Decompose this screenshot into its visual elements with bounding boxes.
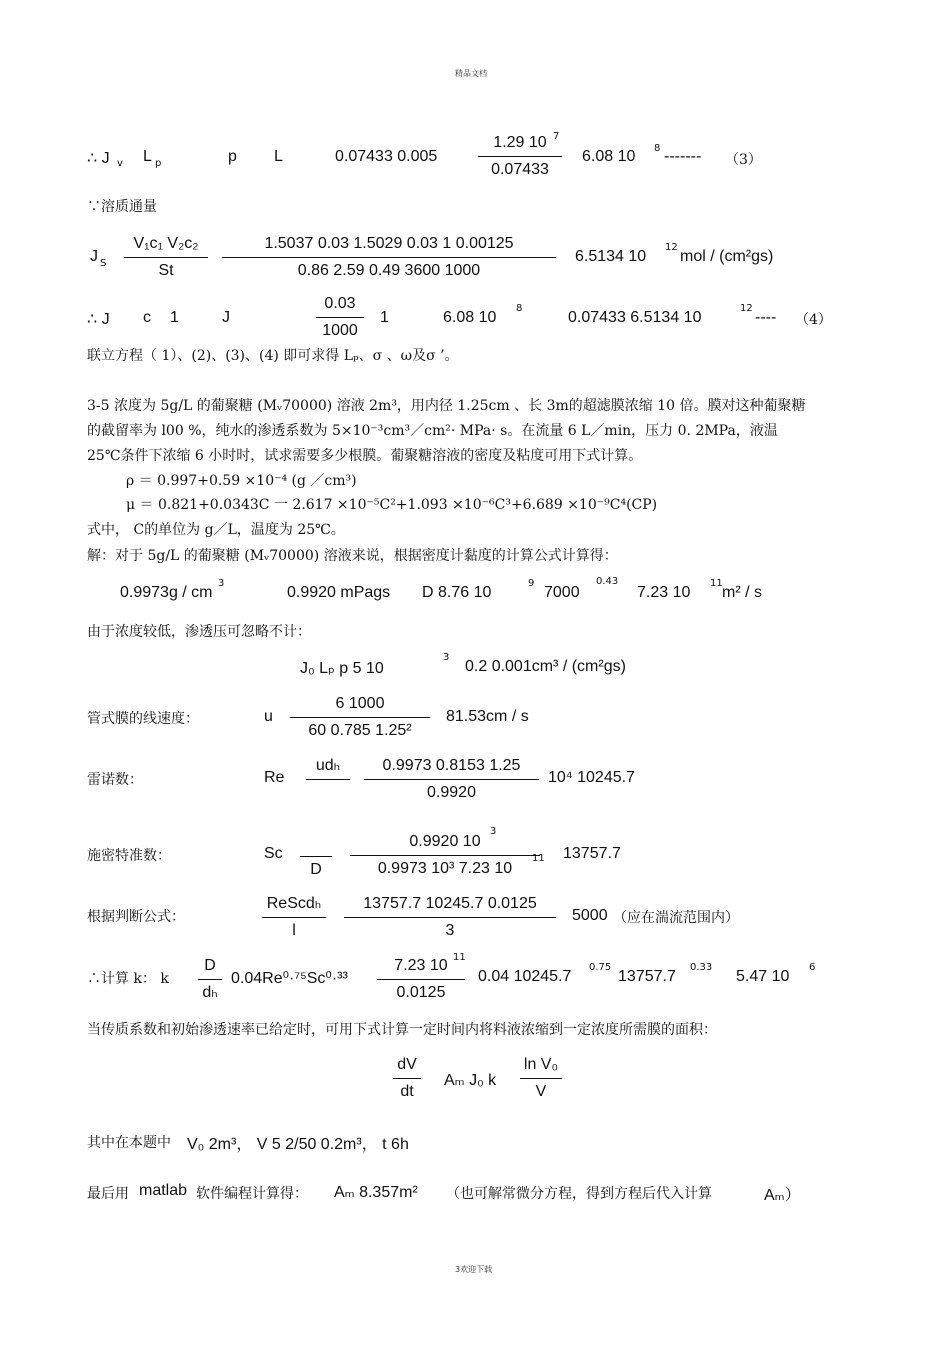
solution-intro: 解：对于 5g/L 的葡聚糖 (Mᵥ70000) 溶液来说，根据密度计黏度的计算公式计算得： bbox=[87, 548, 618, 564]
reynolds-frac1 bbox=[306, 756, 350, 783]
eq3-p: p bbox=[228, 148, 237, 165]
eq3-lp: L bbox=[143, 148, 152, 165]
eq3-sub-v: v bbox=[117, 158, 123, 169]
fraction-bar bbox=[344, 917, 556, 918]
schmidt-label: 施密特准数： bbox=[87, 848, 171, 864]
eq4-frac-den: 1000 bbox=[322, 322, 358, 339]
fraction-bar bbox=[350, 855, 540, 856]
eq3-label: （3） bbox=[725, 152, 762, 168]
eq4-one2: 1 bbox=[380, 309, 389, 326]
eq4-val1: 6.08 10 bbox=[443, 309, 497, 326]
fraction-bar bbox=[520, 1078, 562, 1079]
final-note-end: Aₘ） bbox=[764, 1187, 801, 1204]
js-exp: 12 bbox=[665, 242, 678, 253]
turbulence-frac1-num: ReScdₕ bbox=[266, 895, 322, 912]
js-frac2-num: 1.5037 0.03 1.5029 0.03 1 0.00125 bbox=[264, 235, 514, 252]
velocity-symbol: u bbox=[264, 708, 273, 725]
turbulence-frac1-den: l bbox=[292, 922, 296, 939]
diffusivity-expr: D 8.76 10 bbox=[422, 584, 492, 601]
fraction-bar bbox=[290, 717, 430, 718]
schmidt-exp11: 11 bbox=[532, 853, 545, 864]
eq4-exp12: 12 bbox=[740, 303, 753, 314]
js-frac1-den: St bbox=[158, 262, 174, 279]
eq4-val2: 0.07433 6.5134 10 bbox=[568, 309, 702, 326]
final-label: 最后用 bbox=[87, 1186, 129, 1202]
diffusivity-exp9: 9 bbox=[528, 578, 535, 589]
density-result: 0.9973g / cm bbox=[120, 584, 213, 601]
reynolds-label: 雷诺数： bbox=[87, 772, 143, 788]
k-frac2 bbox=[377, 956, 465, 1003]
eq3-exp7: 7 bbox=[553, 131, 560, 142]
schmidt-frac1 bbox=[300, 833, 332, 880]
eq4-label: （4） bbox=[795, 312, 832, 328]
reynolds-frac1-num: udₕ bbox=[315, 757, 341, 774]
viscosity-formula: μ ＝ 0.821+0.0343C 一 2.617 ×10⁻⁵C²+1.093 ×10⁻⁶C³+6.689 ×10⁻⁹C⁴(CP) bbox=[126, 497, 658, 513]
density-exp: 3 bbox=[218, 578, 225, 589]
diffusivity-exp043: 0.43 bbox=[596, 576, 619, 587]
ode-frac1-num: dV bbox=[397, 1056, 417, 1073]
eq4-dash: ---- bbox=[755, 309, 777, 326]
problem-line-3: 25℃条件下浓缩 6 小时时，试求需要多少根膜。葡聚糖溶液的密度及粘度可用下式计算。 bbox=[87, 448, 643, 464]
turbulence-frac2 bbox=[344, 894, 556, 941]
eq3-lp2: L bbox=[274, 148, 283, 165]
fraction-bar bbox=[124, 257, 208, 258]
page-header: 精品文档 bbox=[455, 69, 487, 78]
velocity-frac-num: 6 1000 bbox=[335, 695, 385, 712]
eq3-sub-p: p bbox=[155, 158, 162, 169]
osmotic-note: 由于浓度较低，渗透压可忽略不计： bbox=[87, 624, 311, 640]
eq3-values: 0.07433 0.005 bbox=[335, 148, 438, 165]
combine-text: 联立方程（ 1）、(2)、(3)、(4) 即可求得 Lₚ、σ 、ω及σ ’。 bbox=[87, 348, 459, 364]
k-exp6: 6 bbox=[809, 962, 816, 973]
fraction-bar bbox=[478, 156, 562, 157]
k-formula: 0.04Re⁰·⁷⁵Sc⁰·³³ bbox=[231, 970, 348, 987]
schmidt-exp3: 3 bbox=[490, 826, 497, 837]
schmidt-frac2-den: 0.9973 10³ 7.23 10 bbox=[377, 860, 513, 877]
fraction-bar bbox=[198, 979, 222, 980]
js-frac2 bbox=[222, 234, 556, 281]
schmidt-symbol: Sc bbox=[264, 845, 283, 862]
eq4-js: ∴ J bbox=[87, 311, 110, 328]
k-frac1 bbox=[198, 956, 222, 1003]
ode-frac1 bbox=[393, 1055, 421, 1102]
eq3-fraction bbox=[478, 133, 562, 180]
eq3-jv: ∴ J bbox=[87, 150, 110, 167]
js-symbol: J bbox=[90, 248, 98, 265]
eq4-frac bbox=[316, 294, 364, 341]
ode-frac1-den: dt bbox=[400, 1083, 414, 1100]
eq4-jv: J bbox=[222, 309, 230, 326]
density-formula: ρ ＝ 0.997+0.59 ×10⁻⁴ (g ／cm³) bbox=[126, 473, 357, 489]
reynolds-frac2 bbox=[364, 756, 539, 803]
eq3-frac-den: 0.07433 bbox=[491, 161, 549, 178]
k-re-value: 0.04 10245.7 bbox=[478, 968, 572, 985]
ode-frac2-num: ln V₀ bbox=[523, 1056, 559, 1073]
ode-terms: Aₘ J₀ k bbox=[444, 1072, 497, 1089]
js-frac1-num: V₁c₁ V₂c₂ bbox=[133, 235, 199, 252]
reynolds-frac2-den: 0.9920 bbox=[427, 784, 476, 801]
problem-line-2: 的截留率为 l00 %，纯水的渗透系数为 5×10⁻³cm³／cm²· MPa· s。在流量 6 L／min，压力 0. 2MPa，液温 bbox=[87, 423, 778, 439]
initial-flux-exp: 3 bbox=[443, 652, 450, 663]
fraction-bar bbox=[222, 257, 556, 258]
velocity-label: 管式膜的线速度： bbox=[87, 711, 199, 727]
k-exp11: 11 bbox=[453, 952, 466, 963]
k-exp075: 0.75 bbox=[589, 962, 612, 973]
eq3-exp8: 8 bbox=[654, 143, 661, 154]
k-frac2-num: 7.23 10 bbox=[394, 957, 448, 974]
turbulence-note: （应在湍流范围内） bbox=[613, 910, 739, 926]
reynolds-symbol: Re bbox=[264, 769, 285, 786]
reynolds-frac2-num: 0.9973 0.8153 1.25 bbox=[382, 757, 521, 774]
turbulence-frac1 bbox=[262, 894, 326, 941]
unit-note: 式中， C的单位为 g／L，温度为 25℃。 bbox=[87, 522, 345, 538]
eq3-result: 6.08 10 bbox=[582, 148, 636, 165]
fraction-bar bbox=[300, 856, 332, 857]
js-result: 6.5134 10 bbox=[575, 248, 647, 265]
final-label-2: 软件编程计算得： bbox=[196, 1186, 308, 1202]
turbulence-label: 根据判断公式： bbox=[87, 909, 185, 925]
eq4-one: 1 bbox=[170, 309, 179, 326]
initial-flux-result: 0.2 0.001cm³ / (cm²gs) bbox=[465, 658, 626, 675]
schmidt-frac1-den: D bbox=[310, 861, 322, 878]
area-intro: 当传质系数和初始渗透速率已给定时，可用下式计算一定时间内将料液浓缩到一定浓度所需膜的面积： bbox=[87, 1022, 717, 1038]
matlab-text: matlab bbox=[139, 1182, 188, 1199]
ode-frac2 bbox=[520, 1055, 562, 1102]
final-note: （也可解常微分方程，得到方程后代入计算 bbox=[446, 1186, 712, 1202]
initial-flux-expr: J₀ Lₚ p 5 10 bbox=[300, 660, 384, 677]
schmidt-result: 13757.7 bbox=[563, 845, 621, 862]
eq4-frac-num: 0.03 bbox=[324, 295, 356, 312]
turbulence-frac2-num: 13757.7 10245.7 0.0125 bbox=[363, 895, 537, 912]
eq3-dash: ------- bbox=[664, 148, 702, 165]
solute-flux-heading: ∵溶质通量 bbox=[87, 199, 157, 215]
js-frac1 bbox=[124, 234, 208, 281]
diffusivity-result: 7.23 10 bbox=[637, 584, 691, 601]
fraction-bar bbox=[364, 779, 539, 780]
reynolds-result: 10⁴ 10245.7 bbox=[548, 769, 635, 786]
schmidt-frac2 bbox=[350, 832, 540, 879]
k-label: ∴计算 k： k bbox=[87, 971, 169, 987]
eq3-frac-num: 1.29 10 bbox=[493, 134, 547, 151]
page-footer: 3欢迎下载 bbox=[455, 1265, 493, 1274]
diffusivity-unit: m² / s bbox=[722, 584, 762, 601]
ode-frac2-den: V bbox=[535, 1083, 547, 1100]
molecular-weight: 7000 bbox=[544, 584, 580, 601]
js-frac2-den: 0.86 2.59 0.49 3600 1000 bbox=[297, 262, 481, 279]
diffusivity-exp11: 11 bbox=[710, 578, 723, 589]
js-sub: S bbox=[100, 258, 107, 269]
k-frac2-den: 0.0125 bbox=[396, 984, 446, 1001]
fraction-bar bbox=[262, 917, 326, 918]
velocity-frac-den: 60 0.785 1.25² bbox=[308, 722, 412, 739]
velocity-frac bbox=[290, 694, 430, 741]
k-result: 5.47 10 bbox=[736, 968, 790, 985]
turbulence-result: 5000 bbox=[572, 907, 608, 924]
fraction-bar bbox=[377, 979, 465, 980]
js-unit: mol / (cm²gs) bbox=[680, 248, 774, 265]
given-label: 其中在本题中 bbox=[87, 1135, 171, 1151]
k-sc-value: 13757.7 bbox=[618, 968, 676, 985]
given-expr: V₀ 2m³， V 5 2/50 0.2m³， t 6h bbox=[187, 1136, 409, 1153]
fraction-bar bbox=[316, 317, 364, 318]
k-frac1-num: D bbox=[204, 957, 216, 974]
viscosity-result: 0.9920 mPags bbox=[287, 584, 391, 601]
fraction-bar bbox=[393, 1078, 421, 1079]
velocity-result: 81.53cm / s bbox=[446, 708, 529, 725]
schmidt-frac2-num: 0.9920 10 bbox=[409, 833, 481, 850]
k-frac1-den: dₕ bbox=[202, 984, 218, 1001]
fraction-bar bbox=[306, 779, 350, 780]
eq4-cs: c bbox=[143, 309, 151, 326]
k-exp033: 0.33 bbox=[690, 962, 713, 973]
area-result: Aₘ 8.357m² bbox=[334, 1184, 418, 1201]
turbulence-frac2-den: 3 bbox=[445, 922, 455, 939]
eq4-exp8: 8 bbox=[516, 303, 523, 314]
problem-line-1: 3-5 浓度为 5g/L 的葡聚糖 (Mᵥ70000) 溶液 2m³，用内径 1.25cm 、长 3m的超滤膜浓缩 10 倍。膜对这种葡聚糖 bbox=[87, 398, 806, 414]
